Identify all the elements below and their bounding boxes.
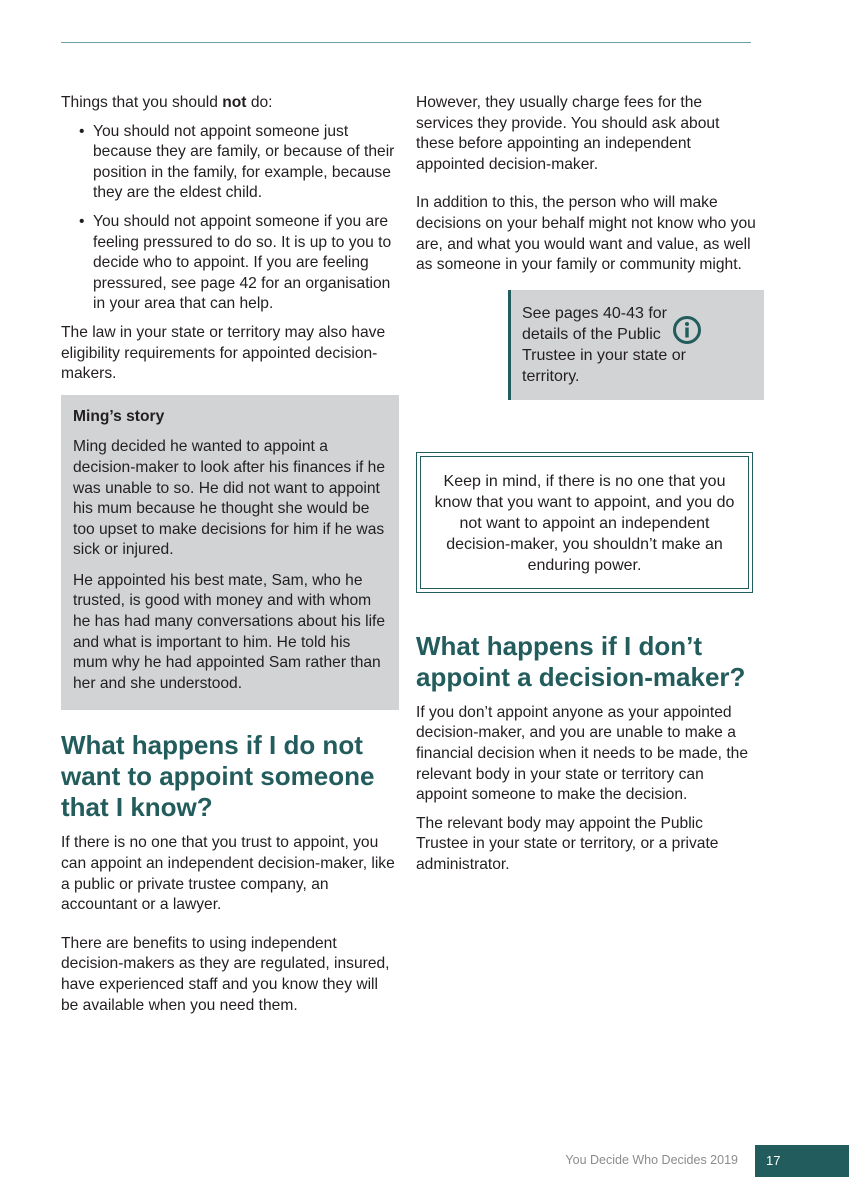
- story-title: Ming’s story: [73, 407, 165, 425]
- body-paragraph: However, they usually charge fees for the services they provide. You should ask about these before appointing an independent appointed decision-maker.: [416, 94, 720, 173]
- keep-in-mind-box: [416, 452, 753, 593]
- body-paragraph: If there is no one that you trust to appoint, you can appoint an independent decision-maker, like a public or private trustee company, an accountant or a lawyer.: [61, 834, 395, 914]
- bullet-item: • You should not appoint someone just because they are family, or because of their position in the family, for example, because they are the eldest child.: [79, 122, 399, 204]
- body-paragraph: There are benefits to using independent decision-makers as they are regulated, insured, have experienced staff and you know they will be available when you need them.: [61, 934, 390, 1014]
- keep-in-mind-text: Keep in mind, if there is no one that you know that you want to appoint, and you do not want to appoint an independent decision-maker, you shouldn’t make an enduring power.: [420, 456, 749, 589]
- law-text: The law in your state or territory may also have eligibility requirements for appointed decision-makers.: [61, 323, 386, 383]
- intro-text: Things that you should not do:: [61, 94, 273, 111]
- body-paragraph: In addition to this, the person who will make decisions on your behalf might not know who you are, and what you would want and value, as well as someone in your family or community might.: [416, 194, 756, 274]
- right-column: [416, 93, 756, 876]
- info-callout: [508, 290, 764, 400]
- body-paragraph: If you don’t appoint anyone as your appointed decision-maker, and you are unable to make a financial decision when it needs to be made, the relevant body in your state or territory can appoint someone to make the decision.: [416, 703, 749, 804]
- info-text: See pages 40-43 for details of the Public Trustee in your state or territory.: [522, 304, 686, 385]
- info-icon: [672, 315, 702, 345]
- story-box: [61, 395, 399, 711]
- page-number: 17: [755, 1145, 849, 1177]
- bullet-item: • You should not appoint someone if you are feeling pressured to do so. It is up to you to decide who to appoint. If you are feeling pressured, see page 42 for an organisation in your area that can help.: [79, 212, 399, 315]
- header-rule: [61, 42, 751, 43]
- footer-title: You Decide Who Decides 2019: [565, 1153, 738, 1167]
- left-column: [61, 93, 399, 1016]
- body-paragraph: The relevant body may appoint the Public Trustee in your state or territory, or a private administrator.: [416, 814, 719, 873]
- story-paragraph: He appointed his best mate, Sam, who he trusted, is good with money and with whom he has had many conversations about his life and what is important to him. He told his mum why he had appointed Sam rather than her and she understood.: [73, 571, 386, 692]
- section-heading: What happens if I do not want to appoint someone that I know?: [61, 730, 375, 823]
- story-paragraph: Ming decided he wanted to appoint a decision-maker to look after his finances if he was unable to so. He did not want to appoint his mum because he thought she would be too upset to make decisions for him if he was sick or injured.: [73, 438, 386, 559]
- intro-bold: not: [222, 94, 247, 111]
- section-heading: What happens if I don’t appoint a decision-maker?: [416, 630, 746, 692]
- bullet-list: [61, 122, 399, 315]
